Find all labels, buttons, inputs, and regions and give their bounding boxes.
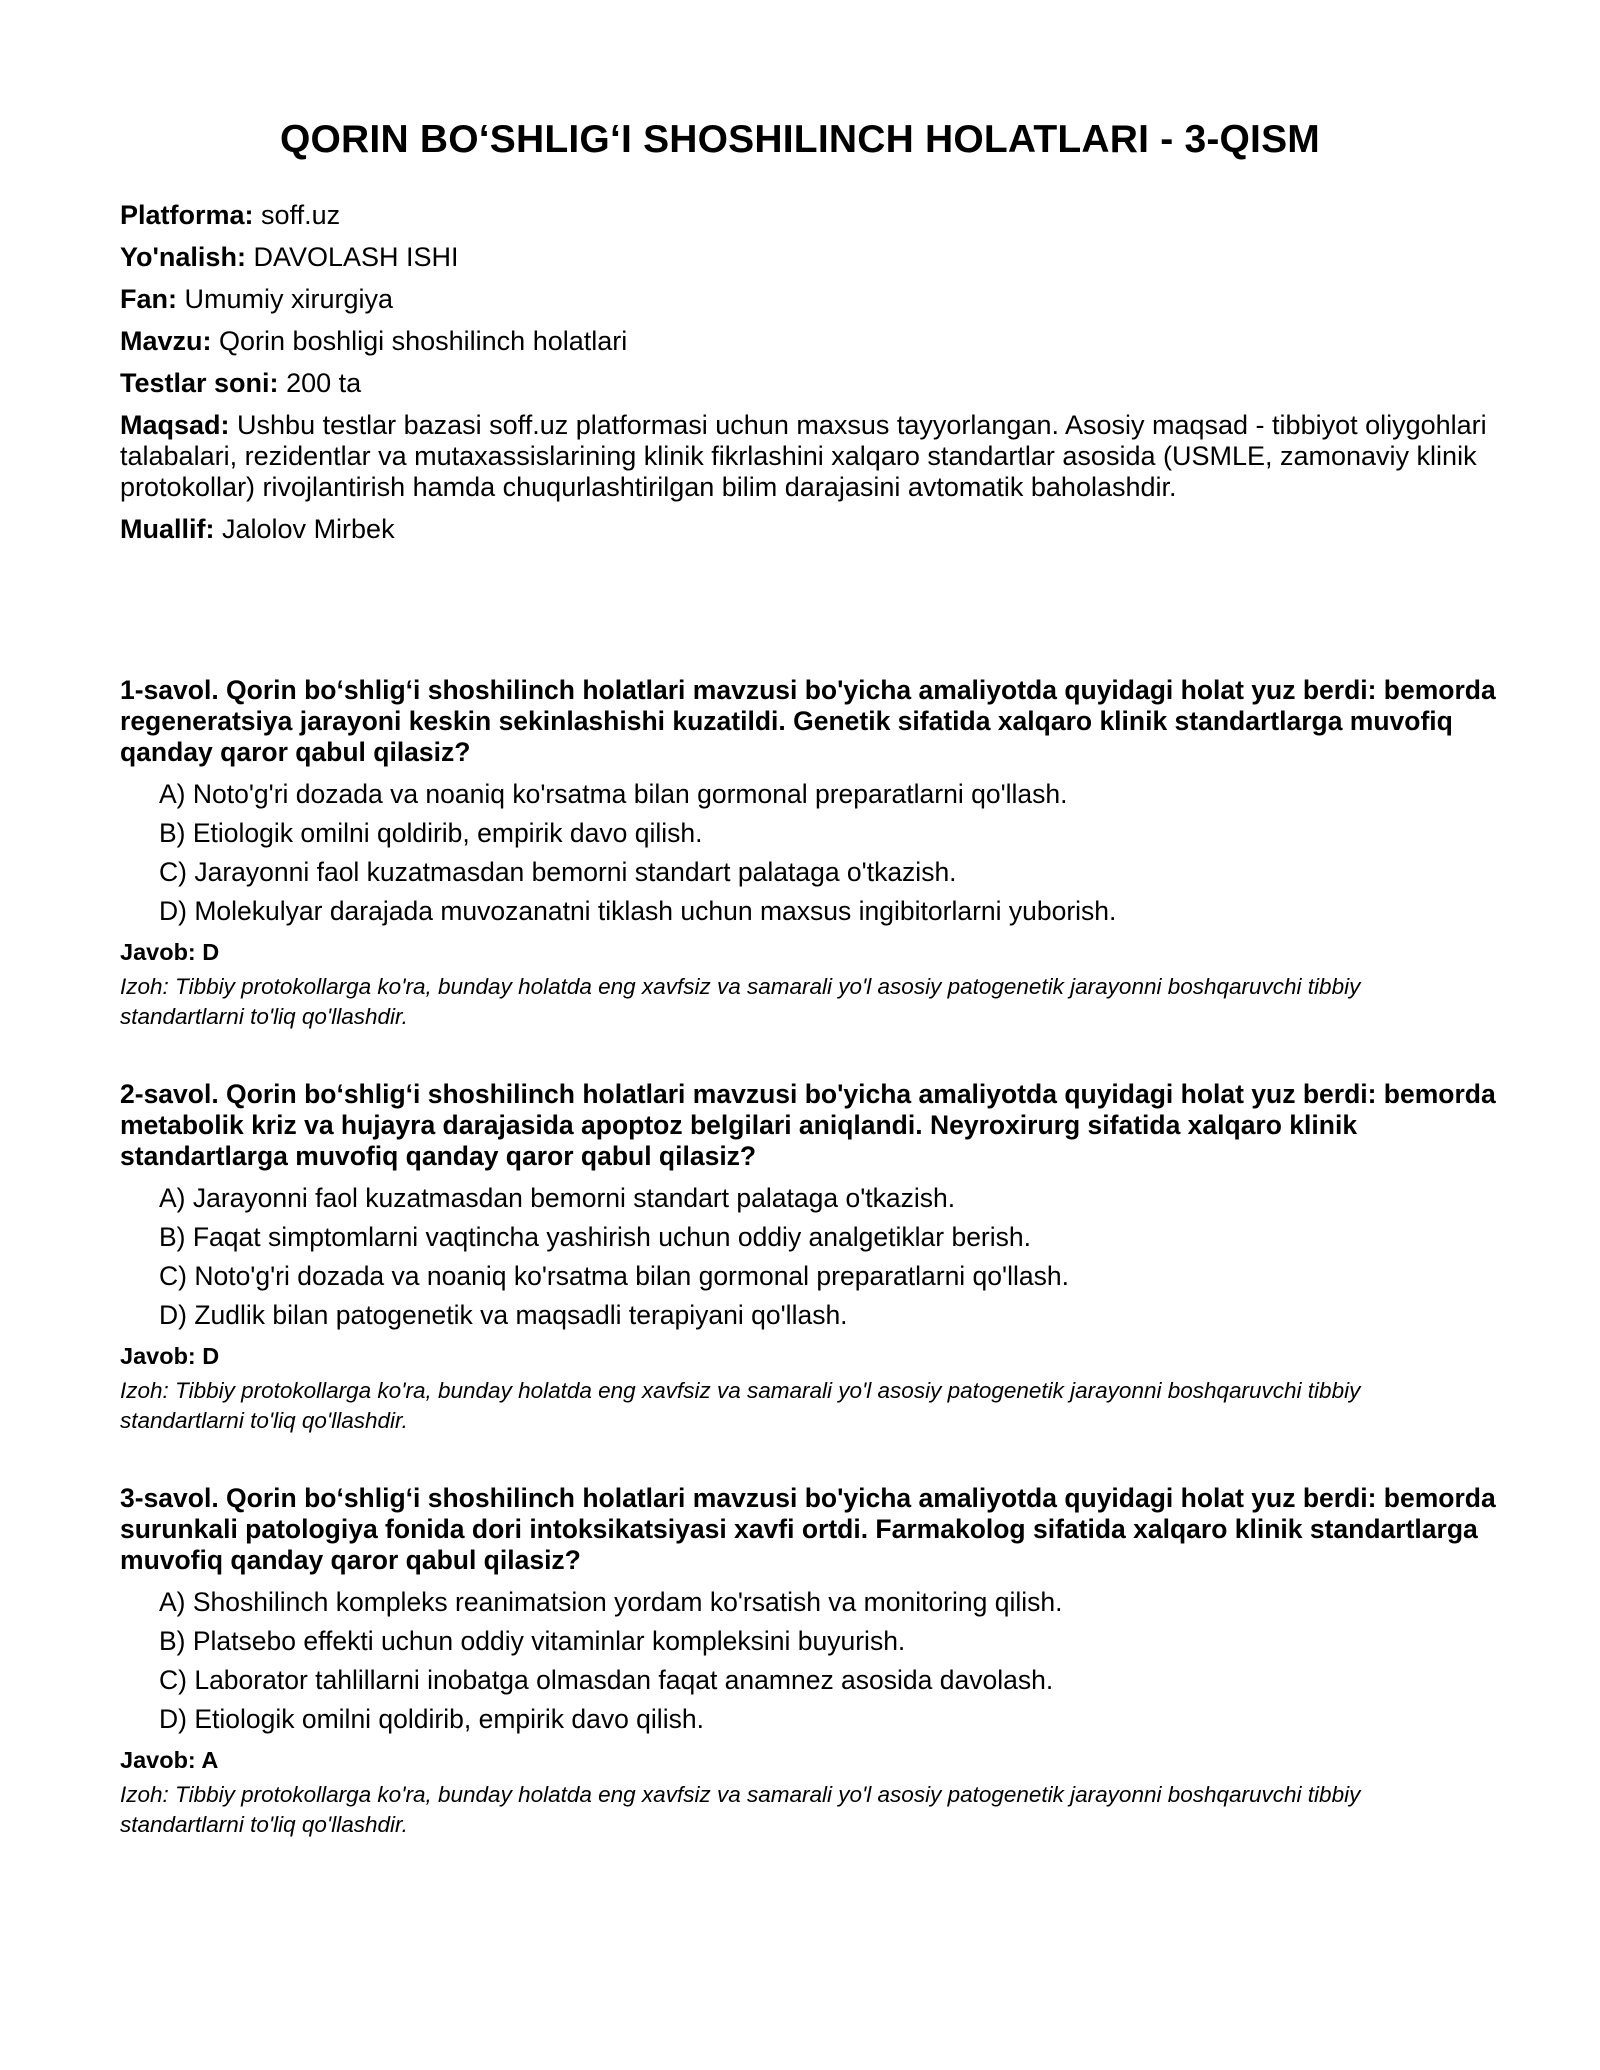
option-c: C) Jarayonni faol kuzatmasdan bemorni standart palataga o'tkazish. <box>159 857 957 887</box>
meta-platform-value: soff.uz <box>261 200 341 230</box>
meta-topic-label: Mavzu: <box>120 326 212 356</box>
option-b: B) Faqat simptomlarni vaqtincha yashirish uchun oddiy analgetiklar berish. <box>159 1222 1031 1252</box>
meta-platform <box>120 200 1490 231</box>
meta-topic-value: Qorin boshligi shoshilinch holatlari <box>219 326 628 356</box>
question-list <box>120 675 1500 1887</box>
meta-direction <box>120 242 1490 273</box>
question-text: 2-savol. Qorin bo‘shlig‘i shoshilinch holatlari mavzusi bo'yicha amaliyotda quyidagi holat yuz berdi: bemorda metabolik kriz va hujayra darajasida apoptoz belgilari aniqlandi. Neyroxirurg sifatida xalqaro klinik standartlarga muvofiq qanday qaror qabul qilasiz? <box>120 1079 1496 1171</box>
option-d: D) Zudlik bilan patogenetik va maqsadli terapiyani qo'llash. <box>159 1300 848 1330</box>
meta-goal-value: Ushbu testlar bazasi soff.uz platformasi uchun maxsus tayyorlangan. Asosiy maqsad - tibbiyot oliygohlari talabalari, rezidentlar va mutaxassislarining klinik fikrlashini xalqaro standartlar asosida (USMLE, zamonaviy klinik protokollar) rivojlantirish hamda chuqurlashtirilgan bilim darajasini avtomatik baholashdir. <box>120 410 1487 502</box>
explanation-note: Izoh: Tibbiy protokollarga ko'ra, bunday holatda eng xavfsiz va samarali yo'l asosiy patogenetik jarayonni boshqaruvchi tibbiy standartlarni to'liq qo'llashdir. <box>120 1378 1361 1433</box>
meta-direction-label: Yo'nalish: <box>120 242 246 272</box>
option-b: B) Etiologik omilni qoldirib, empirik davo qilish. <box>159 818 703 848</box>
meta-goal <box>120 410 1490 503</box>
meta-goal-label: Maqsad: <box>120 410 230 440</box>
answer-line: Javob: D <box>120 939 220 965</box>
answer-line: Javob: A <box>120 1747 219 1773</box>
explanation-note: Izoh: Tibbiy protokollarga ko'ra, bunday holatda eng xavfsiz va samarali yo'l asosiy patogenetik jarayonni boshqaruvchi tibbiy standartlarni to'liq qo'llashdir. <box>120 1782 1361 1837</box>
option-list <box>159 779 1500 926</box>
option-list <box>159 1587 1500 1734</box>
meta-author-value: Jalolov Mirbek <box>222 514 395 544</box>
document-title: QORIN BO‘SHLIG‘I SHOSHILINCH HOLATLARI - 3-QISM <box>279 118 1320 161</box>
option-a: A) Shoshilinch kompleks reanimatsion yordam ko'rsatish va monitoring qilish. <box>159 1587 1063 1617</box>
option-c: C) Laborator tahlillarni inobatga olmasdan faqat anamnez asosida davolash. <box>159 1665 1054 1695</box>
option-c: C) Noto'g'ri dozada va noaniq ko'rsatma bilan gormonal preparatlarni qo'llash. <box>159 1261 1069 1291</box>
metadata-block <box>120 200 1490 556</box>
question-text: 3-savol. Qorin bo‘shlig‘i shoshilinch holatlari mavzusi bo'yicha amaliyotda quyidagi holat yuz berdi: bemorda surunkali patologiya fonida dori intoksikatsiyasi xavfi ortdi. Farmakolog sifatida xalqaro klinik standartlarga muvofiq qanday qaror qabul qilasiz? <box>120 1483 1496 1575</box>
option-b: B) Platsebo effekti uchun oddiy vitaminlar kompleksini buyurish. <box>159 1626 906 1656</box>
meta-subject-value: Umumiy xirurgiya <box>184 284 394 314</box>
option-a: A) Noto'g'ri dozada va noaniq ko'rsatma bilan gormonal preparatlarni qo'llash. <box>159 779 1068 809</box>
meta-direction-value: DAVOLASH ISHI <box>253 242 459 272</box>
answer-line: Javob: D <box>120 1343 220 1369</box>
meta-author <box>120 514 1490 545</box>
explanation-note: Izoh: Tibbiy protokollarga ko'ra, bunday holatda eng xavfsiz va samarali yo'l asosiy patogenetik jarayonni boshqaruvchi tibbiy standartlarni to'liq qo'llashdir. <box>120 974 1361 1029</box>
question-3 <box>120 1483 1500 1840</box>
meta-test-count-value: 200 ta <box>286 368 362 398</box>
question-text: 1-savol. Qorin bo‘shlig‘i shoshilinch holatlari mavzusi bo'yicha amaliyotda quyidagi holat yuz berdi: bemorda regeneratsiya jarayoni keskin sekinlashishi kuzatildi. Genetik sifatida xalqaro klinik standartlarga muvofiq qanday qaror qabul qilasiz? <box>120 675 1496 767</box>
meta-test-count <box>120 368 1490 399</box>
option-list <box>159 1183 1500 1330</box>
question-2 <box>120 1079 1500 1436</box>
question-1 <box>120 675 1500 1032</box>
meta-platform-label: Platforma: <box>120 200 254 230</box>
meta-topic <box>120 326 1490 357</box>
meta-author-label: Muallif: <box>120 514 215 544</box>
option-a: A) Jarayonni faol kuzatmasdan bemorni standart palataga o'tkazish. <box>159 1183 956 1213</box>
meta-subject <box>120 284 1490 315</box>
option-d: D) Etiologik omilni qoldirib, empirik davo qilish. <box>159 1704 704 1734</box>
meta-subject-label: Fan: <box>120 284 177 314</box>
meta-test-count-label: Testlar soni: <box>120 368 279 398</box>
option-d: D) Molekulyar darajada muvozanatni tiklash uchun maxsus ingibitorlarni yuborish. <box>159 896 1117 926</box>
